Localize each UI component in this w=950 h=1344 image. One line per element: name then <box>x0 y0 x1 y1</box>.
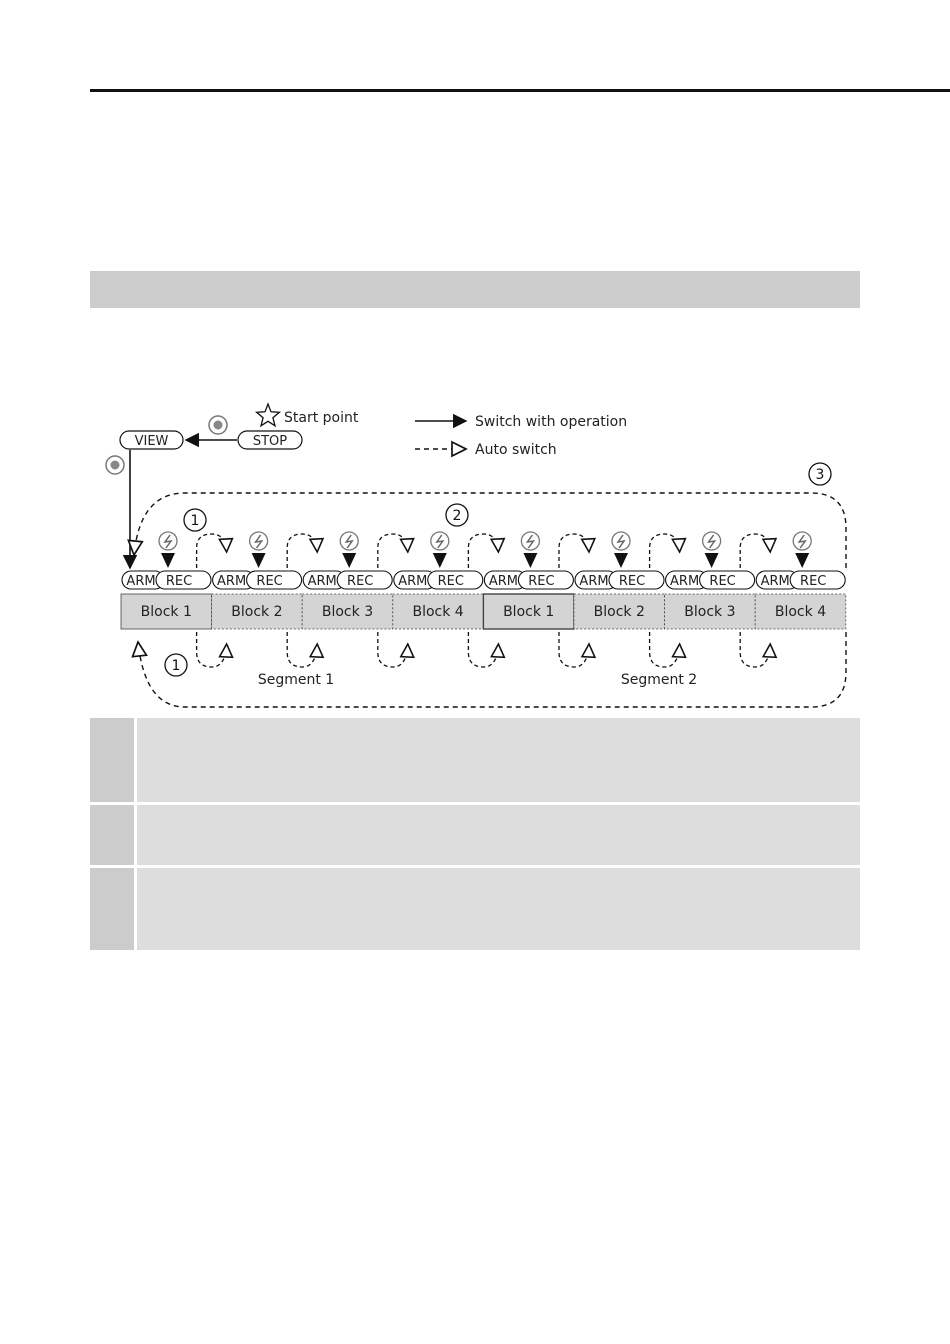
mode-transition-diagram <box>0 380 950 720</box>
trigger-icon <box>250 532 268 550</box>
outer-bottom-loop-path <box>138 632 846 707</box>
rec-trigger-arrow <box>342 553 356 568</box>
rec-trigger-arrow <box>433 553 447 568</box>
block-label: Block 1 <box>140 604 192 620</box>
rec-label: REC <box>347 574 374 589</box>
auto-switch-top-loop <box>559 534 589 568</box>
rec-label: REC <box>256 574 283 589</box>
step-number-cell <box>90 718 134 802</box>
block-cell <box>574 532 665 629</box>
trigger-icon <box>703 532 721 550</box>
star-icon <box>257 404 280 426</box>
rec-label: REC <box>437 574 464 589</box>
block-cell <box>665 532 756 629</box>
auto-switch-bottom-loop <box>378 632 408 667</box>
step-number-cell <box>90 805 134 865</box>
auto-switch-top-loop <box>287 534 317 568</box>
callout-two: 2 <box>452 508 462 524</box>
trigger-icon <box>159 532 177 550</box>
steps-table <box>90 718 860 953</box>
step-row-2 <box>90 805 860 865</box>
step-number-cell <box>90 868 134 950</box>
legend-start-point: Start point <box>284 410 359 426</box>
outer-loop-path <box>134 493 846 568</box>
block-label: Block 1 <box>503 604 555 620</box>
auto-switch-top-loop <box>740 534 770 568</box>
rec-label: REC <box>709 574 736 589</box>
block-cell <box>302 532 393 629</box>
block-label: Block 4 <box>774 604 827 620</box>
segment-2-label: Segment 2 <box>620 672 698 688</box>
arm-label: ARM <box>488 574 518 589</box>
block-label: Block 2 <box>231 604 283 620</box>
trigger-icon <box>340 532 358 550</box>
block-label: Block 4 <box>412 604 464 620</box>
arm-label: ARM <box>126 574 156 589</box>
auto-switch-top-loop <box>468 534 498 568</box>
auto-switch-top-loop <box>197 534 227 568</box>
arm-label: ARM <box>398 574 428 589</box>
trigger-icon <box>793 532 811 550</box>
arm-label: ARM <box>307 574 337 589</box>
auto-switch-bottom-loop <box>468 632 498 667</box>
rec-trigger-arrow <box>614 553 628 568</box>
auto-switch-bottom-loop <box>559 632 589 667</box>
view-label: VIEW <box>134 434 169 449</box>
step-row-3 <box>90 868 860 950</box>
arm-label: ARM <box>760 574 790 589</box>
legend-operation: Switch with operation <box>475 414 628 430</box>
rec-label: REC <box>528 574 555 589</box>
rec-trigger-arrow <box>795 553 809 568</box>
arm-label: ARM <box>217 574 247 589</box>
top-rule <box>90 89 950 92</box>
block-label: Block 2 <box>593 604 645 620</box>
stop-label: STOP <box>252 434 288 449</box>
block-cell <box>483 532 574 629</box>
trigger-icon <box>612 532 630 550</box>
record-button-icon <box>106 456 124 474</box>
callout-one-top: 1 <box>190 513 200 529</box>
rec-label: REC <box>165 574 193 589</box>
callout-one-bottom: 1 <box>171 658 181 674</box>
auto-switch-top-loop <box>378 534 408 568</box>
block-cell <box>755 532 846 629</box>
auto-switch-top-loop <box>650 534 680 568</box>
rec-trigger-arrow <box>523 553 537 568</box>
block-cell <box>212 532 303 629</box>
legend-auto: Auto switch <box>475 442 557 458</box>
auto-switch-bottom-loop <box>287 632 317 667</box>
rec-label: REC <box>618 574 646 589</box>
step-row-1 <box>90 718 860 802</box>
trigger-icon <box>521 532 539 550</box>
arm-label: ARM <box>579 574 609 589</box>
rec-label: REC <box>800 574 827 589</box>
arm-label: ARM <box>670 574 700 589</box>
rec-trigger-arrow <box>161 553 175 568</box>
rec-trigger-arrow <box>705 553 719 568</box>
block-cell <box>393 532 484 629</box>
block-label: Block 3 <box>321 604 374 620</box>
segment-1-label: Segment 1 <box>257 672 335 688</box>
auto-switch-bottom-loop <box>650 632 680 667</box>
section-header-bar <box>90 271 860 308</box>
auto-switch-bottom-loop <box>740 632 770 667</box>
rec-trigger-arrow <box>252 553 266 568</box>
record-button-icon <box>209 416 227 434</box>
auto-switch-bottom-loop <box>197 632 227 667</box>
trigger-icon <box>431 532 449 550</box>
block-label: Block 3 <box>684 604 736 620</box>
step-description-cell <box>137 805 860 865</box>
step-description-cell <box>137 718 860 802</box>
callout-three: 3 <box>815 467 825 483</box>
step-description-cell <box>137 868 860 950</box>
